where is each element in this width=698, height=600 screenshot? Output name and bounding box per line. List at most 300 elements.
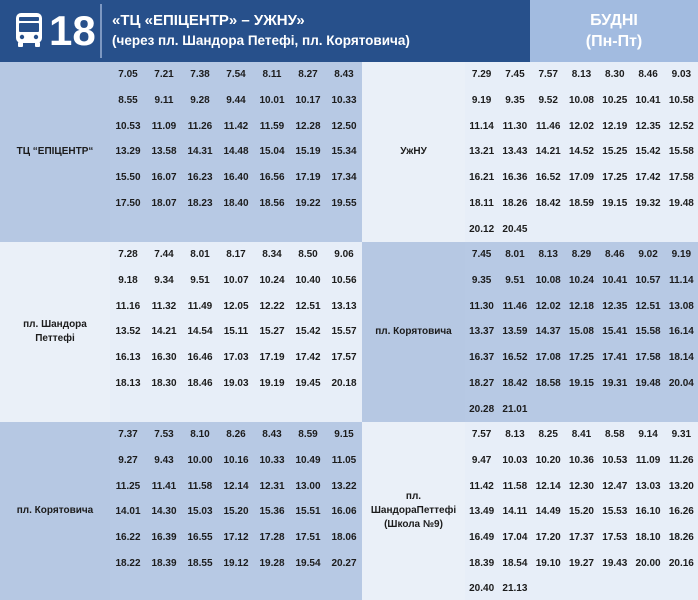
departure-time <box>218 216 254 242</box>
departure-time: 19.15 <box>602 197 628 209</box>
departure-time: 14.21 <box>535 146 561 158</box>
departure-time: 10.36 <box>568 455 594 467</box>
departure-time: 20.18 <box>331 377 357 389</box>
departure-time: 16.52 <box>502 352 528 364</box>
departure-time: 18.13 <box>115 377 141 389</box>
departure-time: 8.46 <box>605 249 625 261</box>
departure-time: 19.48 <box>668 197 694 209</box>
departure-time: 7.38 <box>190 69 210 81</box>
departure-time: 16.13 <box>115 352 141 364</box>
departure-time: 13.21 <box>469 146 495 158</box>
departure-time: 7.57 <box>471 429 492 441</box>
departure-time: 12.14 <box>223 480 249 492</box>
departure-time: 12.02 <box>535 300 561 312</box>
departure-time: 18.11 <box>469 197 494 209</box>
departure-time: 18.56 <box>259 197 285 209</box>
departure-time: 14.30 <box>151 506 177 518</box>
departure-time: 19.55 <box>331 197 357 209</box>
departure-time <box>290 216 326 242</box>
departure-times-grid <box>110 242 362 422</box>
departure-time: 8.25 <box>538 429 558 441</box>
departure-time: 11.30 <box>502 120 528 132</box>
departure-time: 17.42 <box>295 352 321 364</box>
departure-time: 9.14 <box>638 429 658 441</box>
departure-time: 10.24 <box>259 275 285 287</box>
departure-time: 11.26 <box>187 120 213 132</box>
departure-time: 17.42 <box>635 172 661 184</box>
departure-time: 18.55 <box>187 557 213 569</box>
departure-time <box>254 216 290 242</box>
route-title: «ТЦ «ЕПІЦЕНТР» – УЖНУ» <box>112 12 305 29</box>
departure-time: 7.45 <box>505 69 525 81</box>
departure-time: 14.54 <box>187 326 213 338</box>
departure-time: 13.58 <box>151 146 177 158</box>
departure-time: 9.51 <box>505 275 525 287</box>
departure-time: 9.52 <box>538 95 558 107</box>
departure-time: 10.40 <box>295 275 321 287</box>
departure-time: 7.57 <box>538 69 558 81</box>
departure-time: 8.50 <box>298 249 318 261</box>
departure-time: 16.46 <box>187 352 213 364</box>
departure-time: 10.20 <box>535 455 561 467</box>
departure-time: 12.14 <box>535 480 561 492</box>
departure-time: 15.36 <box>259 506 285 518</box>
departure-time <box>110 216 146 242</box>
departure-time: 7.29 <box>471 69 492 81</box>
departure-time: 12.22 <box>259 300 285 312</box>
departure-time: 9.31 <box>671 429 692 441</box>
stop-name: пл. Корятовича <box>0 422 110 600</box>
departure-time: 16.07 <box>151 172 177 184</box>
departure-time: 10.58 <box>668 95 694 107</box>
departure-time: 8.58 <box>605 429 625 441</box>
departure-time: 11.09 <box>151 120 177 132</box>
departure-time: 14.48 <box>223 146 249 158</box>
departure-time: 13.29 <box>115 146 141 158</box>
departure-time: 13.49 <box>469 506 495 518</box>
departure-time <box>598 216 631 242</box>
stop-name: пл. Корятовича <box>362 242 465 422</box>
departure-time: 19.43 <box>602 557 628 569</box>
departure-time: 20.45 <box>502 223 528 235</box>
departure-time: 16.55 <box>187 532 213 544</box>
departure-time: 10.57 <box>635 275 661 287</box>
stop-name: УжНУ <box>362 62 465 242</box>
departure-time: 8.41 <box>571 429 592 441</box>
departure-time: 9.11 <box>154 95 174 107</box>
departure-time: 7.21 <box>154 69 174 81</box>
departure-time: 16.10 <box>635 506 661 518</box>
departure-time: 17.51 <box>295 532 321 544</box>
departure-time <box>532 396 565 422</box>
departure-time: 20.40 <box>469 583 495 595</box>
departure-time: 18.22 <box>115 557 141 569</box>
departure-time: 10.41 <box>635 95 661 107</box>
departure-time: 9.35 <box>471 275 492 287</box>
departure-time: 13.59 <box>502 326 528 338</box>
departure-time <box>110 396 146 422</box>
departure-time: 15.53 <box>602 506 628 518</box>
departure-time: 17.37 <box>568 532 594 544</box>
departure-time: 19.15 <box>568 377 594 389</box>
days-panel <box>530 0 698 62</box>
departure-time: 11.42 <box>223 120 249 132</box>
departure-time: 15.04 <box>259 146 285 158</box>
departure-time: 11.46 <box>535 120 561 132</box>
departure-time: 19.28 <box>259 557 285 569</box>
departure-time: 10.08 <box>568 95 594 107</box>
departure-time <box>254 576 290 600</box>
departure-time: 16.06 <box>331 506 357 518</box>
departure-time: 9.02 <box>638 249 658 261</box>
departure-time: 8.13 <box>538 249 558 261</box>
departure-time: 20.16 <box>668 557 694 569</box>
departure-time: 10.01 <box>259 95 285 107</box>
departure-time: 19.10 <box>535 557 561 569</box>
departure-time: 12.35 <box>602 300 628 312</box>
departure-time <box>598 396 631 422</box>
departure-time: 10.33 <box>259 455 285 467</box>
departure-time: 18.26 <box>668 532 694 544</box>
departure-time: 19.27 <box>568 557 594 569</box>
departure-time: 11.59 <box>259 120 285 132</box>
departure-time: 13.37 <box>469 326 495 338</box>
days-label: БУДНІ <box>590 12 638 29</box>
departure-time <box>665 396 698 422</box>
departure-time: 11.32 <box>151 300 177 312</box>
departure-time: 7.05 <box>118 69 138 81</box>
departure-time <box>326 216 362 242</box>
departure-time: 11.05 <box>331 455 357 467</box>
departure-time: 8.01 <box>190 249 210 261</box>
departure-time: 8.27 <box>298 69 318 81</box>
departure-time <box>565 396 598 422</box>
departure-time: 9.44 <box>226 95 246 107</box>
departure-time: 12.18 <box>568 300 594 312</box>
departure-time: 17.20 <box>535 532 561 544</box>
departure-time: 15.03 <box>187 506 213 518</box>
departure-time: 8.11 <box>262 69 282 81</box>
departure-time: 8.59 <box>298 429 318 441</box>
header-divider <box>100 4 102 58</box>
departure-time: 15.11 <box>223 326 249 338</box>
departure-time: 7.45 <box>471 249 492 261</box>
departure-time <box>631 216 664 242</box>
departure-time: 17.53 <box>602 532 628 544</box>
header <box>0 0 698 62</box>
departure-time: 18.59 <box>568 197 594 209</box>
departure-time: 18.14 <box>668 352 694 364</box>
departure-time: 18.39 <box>151 557 177 569</box>
departure-time <box>326 576 362 600</box>
departure-time: 18.10 <box>635 532 661 544</box>
departure-time: 18.27 <box>469 377 495 389</box>
departure-time: 10.00 <box>187 455 213 467</box>
departure-time: 8.29 <box>571 249 592 261</box>
departure-time: 11.14 <box>469 120 494 132</box>
departure-time: 16.52 <box>535 172 561 184</box>
departure-time: 9.34 <box>154 275 174 287</box>
departure-time: 17.58 <box>635 352 661 364</box>
departure-time: 12.19 <box>602 120 628 132</box>
bus-icon <box>14 12 44 48</box>
departure-time: 10.17 <box>295 95 321 107</box>
departure-time <box>218 576 254 600</box>
departure-time: 12.35 <box>635 120 661 132</box>
departure-time: 18.07 <box>151 197 177 209</box>
departure-time: 12.30 <box>568 480 594 492</box>
departure-times-grid <box>465 242 698 422</box>
departure-time: 20.27 <box>331 557 357 569</box>
departure-time: 13.03 <box>635 480 661 492</box>
departure-time: 17.25 <box>602 172 628 184</box>
departure-time <box>665 216 698 242</box>
departure-time: 11.30 <box>469 300 494 312</box>
departure-time <box>565 576 598 600</box>
departure-time: 18.42 <box>502 377 528 389</box>
departure-time: 11.42 <box>469 480 494 492</box>
departure-time <box>290 396 326 422</box>
departure-time: 20.12 <box>469 223 495 235</box>
departure-time <box>565 216 598 242</box>
departure-time: 9.03 <box>671 69 692 81</box>
departure-time: 13.08 <box>668 300 694 312</box>
departure-time: 7.28 <box>118 249 138 261</box>
departure-time: 18.54 <box>502 557 528 569</box>
departure-time: 18.26 <box>502 197 528 209</box>
departure-time: 11.25 <box>115 480 141 492</box>
departure-time: 18.06 <box>331 532 357 544</box>
departure-time: 11.16 <box>115 300 141 312</box>
departure-time: 17.58 <box>668 172 694 184</box>
departure-time: 21.13 <box>502 583 528 595</box>
departure-time: 8.43 <box>262 429 282 441</box>
departure-time: 18.46 <box>187 377 213 389</box>
departure-time: 20.28 <box>469 403 495 415</box>
departure-time: 15.58 <box>668 146 694 158</box>
departure-time: 18.23 <box>187 197 213 209</box>
departure-time <box>598 576 631 600</box>
departure-time: 15.20 <box>568 506 594 518</box>
departure-time: 8.17 <box>226 249 246 261</box>
departure-time: 12.02 <box>568 120 594 132</box>
departure-time: 10.33 <box>331 95 357 107</box>
departure-time: 7.37 <box>118 429 138 441</box>
departure-time: 13.22 <box>331 480 357 492</box>
departure-time: 11.41 <box>151 480 177 492</box>
departure-time: 19.45 <box>295 377 321 389</box>
departure-time: 15.34 <box>331 146 357 158</box>
departure-time: 9.27 <box>118 455 138 467</box>
departure-times-grid <box>465 62 698 242</box>
departure-time: 13.52 <box>115 326 141 338</box>
departure-time: 9.19 <box>671 249 692 261</box>
departure-time: 9.47 <box>471 455 492 467</box>
departure-time: 13.20 <box>668 480 694 492</box>
departure-time: 14.37 <box>535 326 561 338</box>
departure-time: 10.08 <box>535 275 561 287</box>
departure-time: 17.08 <box>535 352 561 364</box>
departure-time: 19.03 <box>223 377 249 389</box>
departure-time: 15.41 <box>602 326 628 338</box>
departure-time: 16.14 <box>668 326 694 338</box>
departure-time: 16.49 <box>469 532 495 544</box>
departure-time: 12.50 <box>331 120 357 132</box>
departure-time: 8.01 <box>505 249 525 261</box>
departure-time: 8.43 <box>334 69 354 81</box>
departure-time: 18.30 <box>151 377 177 389</box>
departure-time <box>182 576 218 600</box>
departure-time <box>182 396 218 422</box>
route-number: 18 <box>49 7 96 54</box>
departure-time <box>182 216 218 242</box>
route-subtitle: (через пл. Шандора Петефі, пл. Корятовича) <box>112 33 410 48</box>
departure-time <box>146 576 182 600</box>
stop-name: пл. Шандора Петтефі <box>0 242 110 422</box>
departure-time: 10.07 <box>223 275 249 287</box>
departure-time: 14.49 <box>535 506 561 518</box>
departure-time <box>254 396 290 422</box>
departure-time: 16.56 <box>259 172 285 184</box>
departure-time: 13.43 <box>502 146 528 158</box>
departure-time: 15.08 <box>568 326 594 338</box>
departure-time: 11.26 <box>669 455 694 467</box>
departure-time: 16.26 <box>668 506 694 518</box>
departure-time: 13.13 <box>331 300 357 312</box>
departure-time: 16.40 <box>223 172 249 184</box>
departure-time: 17.34 <box>331 172 357 184</box>
departure-time: 18.39 <box>469 557 495 569</box>
departure-time: 17.28 <box>259 532 285 544</box>
departure-time: 14.01 <box>115 506 141 518</box>
departure-time: 11.14 <box>669 275 694 287</box>
departure-time: 18.58 <box>535 377 561 389</box>
departure-time: 10.53 <box>115 120 141 132</box>
departure-time: 12.31 <box>259 480 285 492</box>
departure-time: 9.51 <box>190 275 210 287</box>
departure-time: 10.03 <box>502 455 528 467</box>
departure-time <box>532 216 565 242</box>
stop-name: пл. ШандораПеттефі (Школа №9) <box>362 422 465 600</box>
departure-time: 19.32 <box>635 197 661 209</box>
departure-time: 12.52 <box>668 120 694 132</box>
departure-time: 11.49 <box>187 300 213 312</box>
departure-time <box>110 576 146 600</box>
departure-time <box>631 396 664 422</box>
departure-time: 15.19 <box>295 146 321 158</box>
departure-time: 15.27 <box>259 326 285 338</box>
departure-time: 11.58 <box>187 480 213 492</box>
departure-time: 11.46 <box>502 300 528 312</box>
departure-time: 17.09 <box>568 172 594 184</box>
departure-time: 19.48 <box>635 377 661 389</box>
departure-time: 8.55 <box>118 95 138 107</box>
departure-time: 10.49 <box>295 455 321 467</box>
departure-time: 9.18 <box>118 275 138 287</box>
departure-time: 20.04 <box>668 377 694 389</box>
departure-time: 19.19 <box>259 377 285 389</box>
departure-times-grid <box>110 422 362 600</box>
departure-time: 15.20 <box>223 506 249 518</box>
departure-time: 17.19 <box>259 352 285 364</box>
departure-time: 19.12 <box>223 557 249 569</box>
stop-name: ТЦ “ЕПІЦЕНТР“ <box>0 62 110 242</box>
departure-time: 16.22 <box>115 532 141 544</box>
departure-time: 8.34 <box>262 249 282 261</box>
departure-time: 8.13 <box>571 69 592 81</box>
departure-time <box>146 216 182 242</box>
departure-time: 17.04 <box>502 532 528 544</box>
departure-time: 16.23 <box>187 172 213 184</box>
departure-time: 16.39 <box>151 532 177 544</box>
departure-time: 16.30 <box>151 352 177 364</box>
departure-time: 10.16 <box>223 455 249 467</box>
departure-time: 16.21 <box>469 172 495 184</box>
departure-time: 8.26 <box>226 429 246 441</box>
departure-time <box>146 396 182 422</box>
departure-time: 9.19 <box>471 95 492 107</box>
departure-times-grid <box>110 62 362 242</box>
departure-time <box>218 396 254 422</box>
departure-time <box>665 576 698 600</box>
departure-time: 10.25 <box>602 95 628 107</box>
departure-time: 8.30 <box>605 69 625 81</box>
departure-time: 10.24 <box>568 275 594 287</box>
departure-time: 10.53 <box>602 455 628 467</box>
departure-time: 21.01 <box>502 403 528 415</box>
days-range: (Пн-Пт) <box>585 33 643 50</box>
departure-time: 12.51 <box>295 300 321 312</box>
departure-time <box>290 576 326 600</box>
departure-time: 14.21 <box>151 326 177 338</box>
departure-time: 12.51 <box>635 300 661 312</box>
departure-time: 17.41 <box>602 352 628 364</box>
departure-time: 9.15 <box>334 429 354 441</box>
departure-time: 18.42 <box>535 197 561 209</box>
departure-time: 19.31 <box>602 377 628 389</box>
departure-time: 15.51 <box>295 506 321 518</box>
departure-time: 11.58 <box>502 480 528 492</box>
departure-time: 16.36 <box>502 172 528 184</box>
departure-time: 17.50 <box>115 197 141 209</box>
departure-time: 14.11 <box>502 506 528 518</box>
departure-time: 15.57 <box>331 326 357 338</box>
departure-time: 9.06 <box>334 249 354 261</box>
departure-time: 10.56 <box>331 275 357 287</box>
departure-time: 9.43 <box>154 455 174 467</box>
departure-time: 15.58 <box>635 326 661 338</box>
departure-time: 17.12 <box>223 532 249 544</box>
departure-time: 17.25 <box>568 352 594 364</box>
departure-time: 17.19 <box>295 172 321 184</box>
departure-time: 15.25 <box>602 146 628 158</box>
departure-time: 19.22 <box>295 197 321 209</box>
departure-time: 7.44 <box>154 249 174 261</box>
departure-time: 12.05 <box>223 300 249 312</box>
departure-time: 10.41 <box>602 275 628 287</box>
departure-time: 17.03 <box>223 352 249 364</box>
departure-time: 11.09 <box>635 455 661 467</box>
departure-time: 14.52 <box>568 146 594 158</box>
departure-time: 15.50 <box>115 172 141 184</box>
departure-time: 7.54 <box>226 69 246 81</box>
departure-time: 20.00 <box>635 557 661 569</box>
departure-time: 12.47 <box>602 480 628 492</box>
departure-time: 8.46 <box>638 69 658 81</box>
departure-time: 15.42 <box>295 326 321 338</box>
departure-time: 15.42 <box>635 146 661 158</box>
departure-time <box>532 576 565 600</box>
